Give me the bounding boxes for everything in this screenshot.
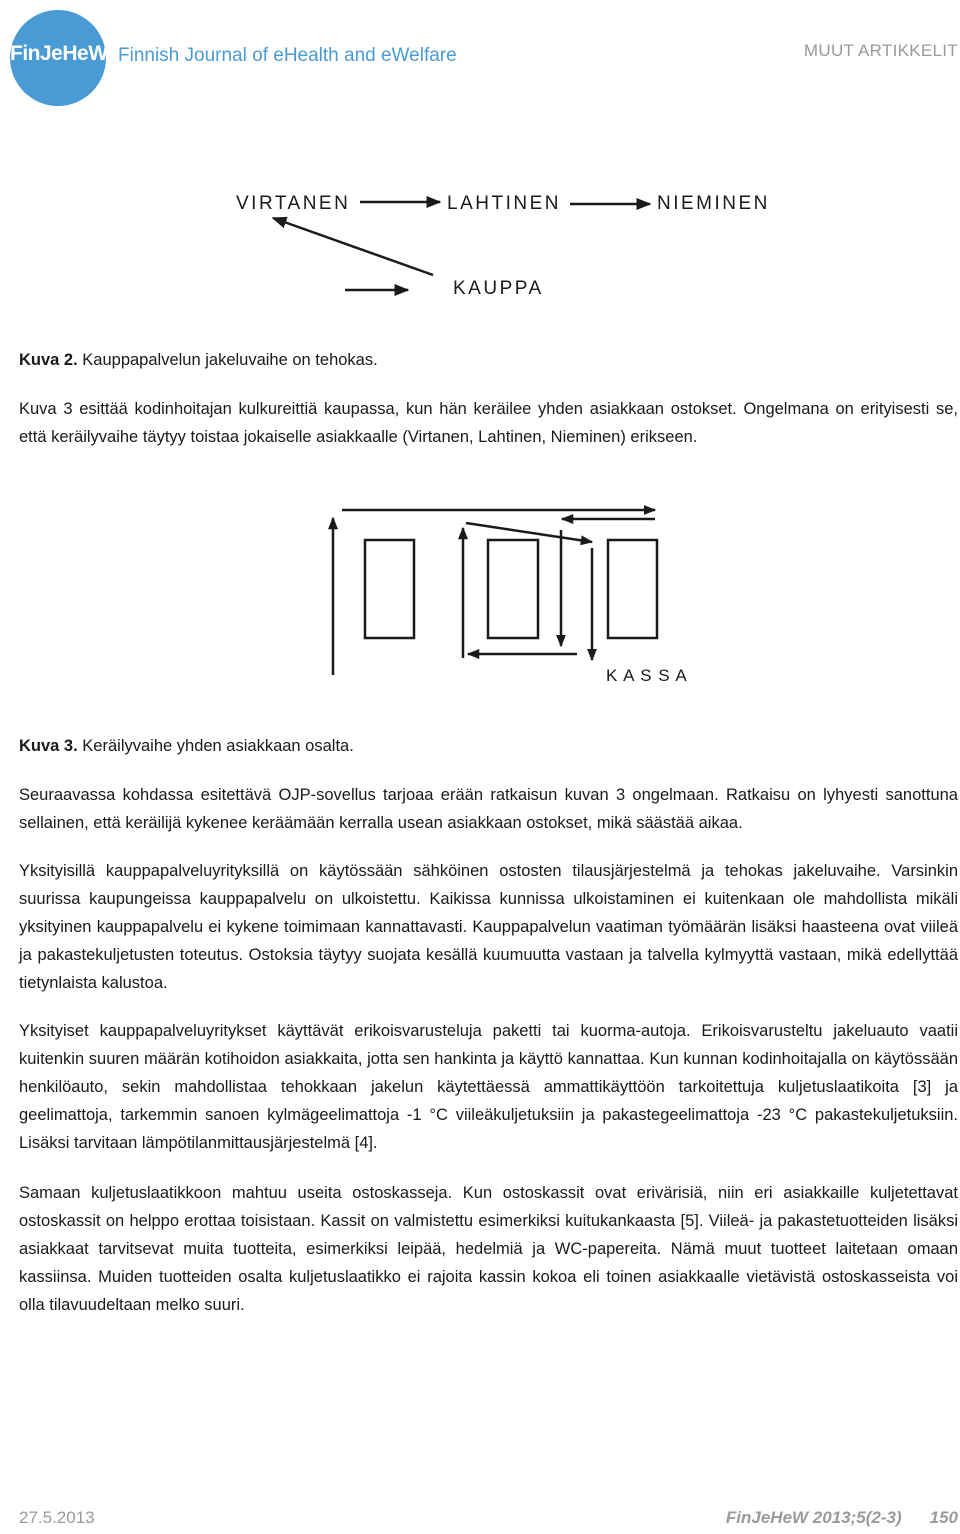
figure-2-caption-text: Kauppapalvelun jakeluvaihe on tehokas. [82, 351, 378, 369]
footer-citation [726, 1508, 958, 1528]
paragraph-4: Yksityiset kauppapalveluyritykset käyttävät erikoisvarusteluja paketti tai kuorma-autoja. Erikoisvarusteltu jakeluauto vaatii kuitenkin suuren määrän kotihoidon asiakkaita, jotta sen hankinta ja käyttö kannattaa. Kun kunnan kodinhoitajalla on käytössään henkilöauto, sekin mahdollistaa tehokkaan jakelun käytettäessä ammattikäyttöön tarkoitettuja kuljetuslaatikoita [3] ja geelimattoja, tarkemmin sanoen kylmägeelimattoja -1 °C viileäkuljetuksiin ja pakastegeelimattoja -23 °C pakastekuljetuksiin. Lisäksi tarvitaan lämpötilanmittausjärjestelmä [4]. [19, 1022, 958, 1152]
figure-3-caption-text: Keräilyvaihe yhden asiakkaan osalta. [82, 737, 354, 755]
paragraph-2: Seuraavassa kohdassa esitettävä OJP-sovellus tarjoaa erään ratkaisun kuvan 3 ongelmaan. Ratkaisu on lyhyesti sanottuna sellainen, että keräilijä kykenee keräämään kerralla usean asiakkaan ostokset, mikä säästää aikaa. [19, 786, 958, 832]
arrow-kauppa-virtanen [273, 218, 433, 275]
figure-3-caption [19, 732, 959, 760]
figure-2-diagram [0, 180, 960, 310]
logo-abbreviation: FinJeHeW [10, 42, 108, 65]
section-label: MUUT ARTIKKELIT [803, 41, 958, 60]
node-lahtinen: LAHTINEN [447, 193, 561, 214]
paragraph-1: Kuva 3 esittää kodinhoitajan kulkureittiä kaupassa, kun hän keräilee yhden asiakkaan ostokset. Ongelmana on erityisesti se, että keräilyvaihe täytyy toistaa jokaiselle asiakkaalle (Virtanen, Lahtinen, Nieminen) erikseen. [19, 400, 958, 446]
figure-3-diagram [0, 500, 960, 700]
page-number: 150 [929, 1508, 958, 1527]
shelf-2 [488, 540, 538, 638]
node-kauppa: KAUPPA [453, 278, 544, 299]
figure-3-caption-label: Kuva 3. [19, 737, 78, 755]
journal-logo [10, 10, 480, 106]
paragraph-3: Yksityisillä kauppapalveluyrityksillä on käytössään sähköinen ostosten tilausjärjestelmä ja tehokas jakeluvaihe. Varsinkin suurissa kaupungeissa kauppapalvelu on ulkoistettu. Kaikissa kunnissa ulkoistaminen ei kuitenkaan ole mahdollista mikäli yksityinen kauppapalvelu ei kykene toimimaan kannattavasti. Kauppapalvelun vaatiman työmäärän lisäksi haasteena ovat viileä ja pakastekuljetusten toteutus. Ostoksia täytyy suojata kesällä kuumuutta vastaan ja talvella kylmyyttä vastaan, mikä edellyttää tietynlaista kalustoa. [19, 862, 958, 992]
checkout-label: K A S S A [606, 666, 688, 685]
citation-text: FinJeHeW 2013;5(2-3) [725, 1508, 902, 1527]
shelf-1 [365, 540, 414, 638]
footer-date: 27.5.2013 [19, 1508, 95, 1527]
figure-2-caption-label: Kuva 2. [19, 351, 78, 369]
journal-title: Finnish Journal of eHealth and eWelfare [118, 45, 457, 66]
figure-2-caption [19, 346, 959, 374]
node-nieminen: NIEMINEN [657, 193, 770, 214]
node-virtanen: VIRTANEN [236, 193, 351, 214]
paragraph-5: Samaan kuljetuslaatikkoon mahtuu useita ostoskasseja. Kun ostoskassit ovat erivärisiä, niin eri asiakkaille kuljetettavat ostoskassit on helppo erottaa toisistaan. Kassit on valmistettu esimerkiksi kuitukankaasta [5]. Viileä- ja pakastetuotteiden lisäksi asiakkaat tarvitsevat muita tuotteita, esimerkiksi leipää, hedelmiä ja WC-papereita. Nämä muut tuotteet laitetaan omaan kassiinsa. Muiden tuotteiden osalta kuljetuslaatikko ei rajoita kassin kokoa eli toinen asiakkaalle vietävistä ostoskasseista voi olla tilavuudeltaan melko suuri. [19, 1184, 958, 1314]
shelf-3 [608, 540, 657, 638]
